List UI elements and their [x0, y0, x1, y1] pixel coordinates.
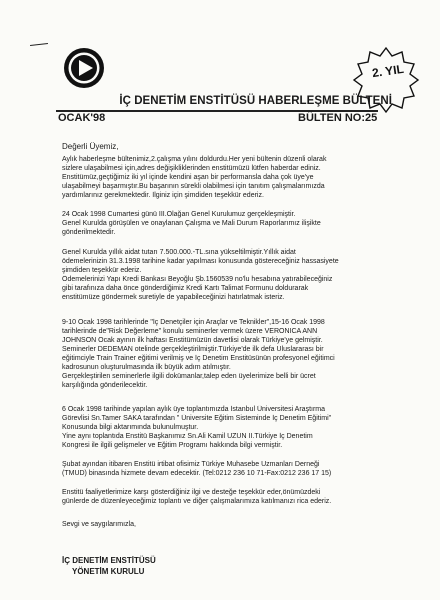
paragraph-thanks [62, 488, 412, 506]
text-line: ulaşabilmeyi başarmıştır.Bu başarının sürekli olabilmesi için tanıtım çalışmalarımızda [62, 183, 325, 190]
bulletin-title: İÇ DENETİM ENSTİTÜSÜ HABERLEŞME BÜLTENİ [119, 95, 392, 107]
paragraph-office [62, 460, 412, 478]
paragraph-renewal [62, 155, 412, 200]
text-line: Kongresi ile ilgili gelişmeler ve Eğitim Programı hakkında bilgi vermiştir. [62, 442, 283, 449]
institute-logo-icon [62, 46, 106, 90]
text-line: gibi tarafınıza daha önce gönderdiğimiz Kredi Kartı Talimat Formunu doldurarak [62, 285, 309, 292]
text-line: Ödemelerinizi Yapı Kredi Bankası Beyoğlu Şb.1560539 no'lu hesabına yatırabileceğiniz [62, 276, 333, 283]
text-line: Enstitümüz,geçtiğimiz iki yıl içinde kendini aşan bir performansla daha çok üye'ye [62, 174, 314, 181]
text-line: yardımlarınız gerekmektedir. İlginiz için şimdiden teşekkür ederiz. [62, 192, 264, 199]
text-line: Genel Kurulda yıllık aidat tutarı 7.500.000.-TL.sına yükseltilmiştir.Yıllık aidat [62, 249, 296, 256]
paragraph-seminars [62, 318, 412, 390]
text-line: Yine aynı toplantıda Enstitü Başkanımız Sn.Ali Kamil UZUN II.Türkiye İç Denetim [62, 433, 313, 440]
text-line: karşılığında gönderilecektir. [62, 382, 148, 389]
text-line: 9-10 Ocak 1998 tarihlerinde "İç Denetçiler için Araçlar ve Teknikler",15-16 Ocak 1998 [62, 319, 325, 326]
issue-number: BÜLTEN NO:25 [298, 112, 378, 124]
paragraph-membership-fee [62, 248, 412, 302]
issue-date: OCAK'98 [58, 112, 106, 124]
text-line: Sevgi ve saygılarımızla, [62, 521, 136, 528]
text-line: 6 Ocak 1998 tarihinde yapılan aylık üye toplantımızda İstanbul Üniversitesi Araştırma [62, 406, 326, 413]
text-line: Konusunda bilgi aktarımında bulunulmuştur. [62, 424, 199, 431]
text-line: enstitümüze göndermek suretiyle de yapabileceğinizi hatırlatmak isteriz. [62, 294, 285, 301]
salutation: Değerli Üyemiz, [62, 142, 119, 151]
text-line: kadrosunun oluşturulmasında ilk büyük adım atılmıştır. [62, 364, 231, 371]
text-line: (TMUD) binasında hizmete devam edecektir. (Tel:0212 236 10 71-Fax:0212 236 17 15) [62, 470, 332, 477]
text-line: ödemelerinizin 31.3.1998 tarihine kadar yapılması konusunda göstereceğiniz hassasiyete [62, 258, 339, 265]
text-line: Seminerler DEDEMAN otelinde gerçekleştirilmiştir.Türkiye'de ilk defa Uluslararası bir [62, 346, 324, 353]
paragraph-general-assembly [62, 210, 412, 237]
text-line: JOHNSON Ocak ayının ilk haftası Enstitümüzün davetlisi olarak Türkiye'ye gelmiştir. [62, 337, 323, 344]
text-line: günlerde de düzenleyeceğimiz toplantı ve diğer çalışmalarımıza katılmanızı rica ederiz. [62, 498, 332, 505]
text-line: Görevlisi Sn.Tamer SAKA tarafından " Üniversite Eğitim Sisteminde İç Denetim Eğitimi" [62, 415, 332, 422]
text-line: şimdiden teşekkür ederiz. [62, 267, 142, 274]
text-line: Enstitü faaliyetlerimize karşı gösterdiğiniz ilgi ve desteğe teşekkür eder,önümüzdeki [62, 489, 321, 496]
text-line: eğitimciyle Train Trainer eğitimi verilmiş ve İç Denetim Enstitüsünün profesyonel eğitimci [62, 355, 335, 362]
text-line: Gerçekleştirilen seminerlerle ilgili dokümanlar,talep eden üyelerimize belli bir ücret [62, 373, 316, 380]
text-line: sizlere ulaşabilmesi için,adres değişikliklerinden enstitümüzü lütfen haberdar ediniz. [62, 165, 321, 172]
text-line: Aylık haberleşme bültenimiz,2.çalışma yılını doldurdu.Her yeni bültenin düzenli olarak [62, 156, 327, 163]
signature-organization: İÇ DENETİM ENSTİTÜSÜ [62, 556, 156, 565]
text-line: 24 Ocak 1998 Cumartesi günü III.Olağan Genel Kurulumuz gerçekleşmiştir. [62, 211, 296, 218]
text-line: tarihlerinde de"Risk Değerleme" konulu seminerler vermek üzere VERONICA ANN [62, 328, 318, 335]
text-line: Şubat ayından itibaren Enstitü irtibat ofisimiz Türkiye Muhasebe Uzmanları Derneği [62, 461, 320, 468]
scan-mark [30, 43, 48, 46]
paragraph-monthly-meeting [62, 405, 412, 450]
seal-text: 2. YIL [371, 61, 405, 81]
signature-board: YÖNETİM KURULU [72, 567, 145, 576]
text-line: Genel Kurulda görüşülen ve onaylanan Çalışma ve Mali Durum Raporlarımız ilişikte [62, 220, 321, 227]
text-line: gönderilmektedir. [62, 229, 116, 236]
closing-line [62, 520, 412, 529]
signature-block [62, 555, 156, 577]
